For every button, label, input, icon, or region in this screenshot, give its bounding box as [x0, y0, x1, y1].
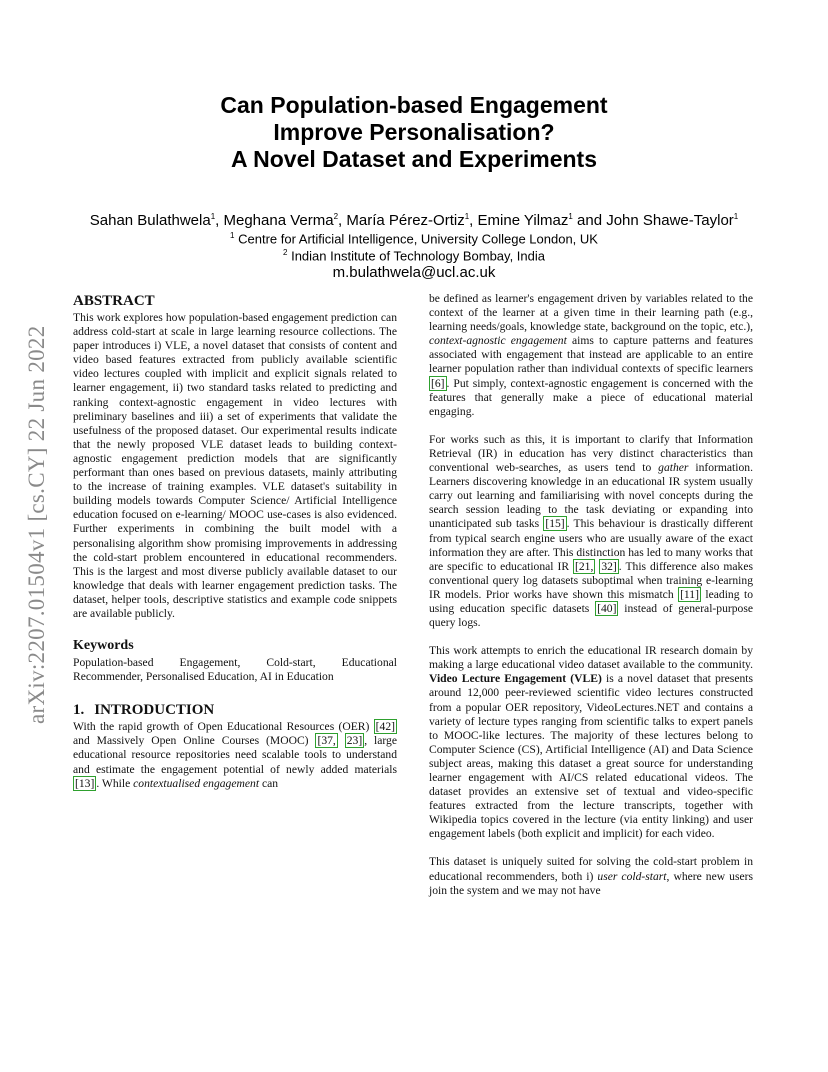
- emphasis-text: gather: [658, 461, 689, 475]
- body-paragraph: [429, 855, 753, 897]
- citation-link[interactable]: [6]: [431, 376, 445, 390]
- section-number: 1.: [73, 702, 85, 719]
- text-run: This work attempts to enrich the educational IR research domain by making a large educational video dataset available to the community.: [429, 644, 753, 672]
- text-run: With the rapid growth of Open Educational Resources (OER): [73, 720, 374, 734]
- author-name: Sahan Bulathwela: [89, 212, 211, 229]
- author-name: Emine Yilmaz: [477, 212, 569, 229]
- text-run: be defined as learner's engagement driven by variables related to the context of the learner at a given time in their learning path (e.g., learning needs/goals, knowledge state, background on the topic, etc.),: [429, 292, 753, 334]
- introduction-heading: [73, 701, 397, 719]
- introduction-paragraph: [73, 720, 397, 790]
- citation-link[interactable]: [40]: [597, 601, 617, 615]
- affiliation-mark: 1: [568, 212, 573, 221]
- affiliation-mark: 1: [230, 231, 235, 240]
- arxiv-identifier: arXiv:2207.01504v1 [cs.CY] 22 Jun 2022: [24, 325, 49, 725]
- citation-link[interactable]: 23]: [346, 734, 363, 748]
- text-run: aims to capture patterns and features associated with engagement that instead are applicable to an entire learner population rather than individual contexts of specific learners: [429, 334, 753, 376]
- text-run: . Put simply, context-agnostic engagement is concerned with the features that generally make a piece of educational material engaging.: [429, 376, 753, 418]
- contact-email: m.bulathwela@ucl.ac.uk: [332, 263, 496, 281]
- text-run: and Massively Open Online Courses (MOOC): [73, 734, 316, 748]
- text-run: leading to using education specific datasets: [429, 587, 753, 615]
- citation-link[interactable]: [11]: [680, 587, 699, 601]
- text-run: is a novel dataset that presents around 12,000 peer-reviewed scientific video lectures constructed from a popular OER repository, VideoLectures.NET and contains a variety of lecture types ranging from scientific talks to expert panels to MOOC-like lectures. The majority of these lectures belong to Computer Science (CS), Artificial Intelligence (AI) and Data Science subject areas, making this dataset a great source for understanding learner engagement with AI/CS related educational videos. The dataset provides an extensive set of textual and video-specific features extracted from the lecture transcripts, together with Wikipedia topics covered in the lecture (via entity linking) and user engagement labels (both explicit and implicit) for each video.: [429, 672, 753, 841]
- affiliation-2: [0, 246, 828, 263]
- author-separator: ,: [469, 212, 478, 229]
- citation-link[interactable]: [37,: [317, 734, 336, 748]
- abstract-text: This work explores how population-based engagement prediction can address cold-start at scale in large learning resource collections. The paper introduces i) VLE, a novel dataset that consists of content and video based features extracted from publicly available scientific video lectures coupled with implicit and explicit signals related to learner engagement, ii) two standard tasks related to predicting and ranking context-agnostic engagement in video lectures with preliminary baselines and iii) a set of experiments that validate the usefulness of the proposed dataset. Our experimental results indicate that the newly proposed VLE dataset leads to building context-agnostic engagement prediction models that are significantly performant than ones based on previous datasets, mainly attributing to the increase of training examples. VLE dataset's suitability in building models towards Computer Science/ Artificial Intelligence education focused on e-learning/ MOOC use-cases is also evidenced. Further experiments in combining the built model with a personalising algorithm show promising improvements in addressing the cold-start problem encountered in educational recommenders. This is the largest and most diverse publicly available dataset to our knowledge that deals with learner engagement prediction tasks. The dataset, helper tools, descriptive statistics and example code snippets are available publicly.: [73, 311, 397, 620]
- keywords-heading: Keywords: [73, 638, 134, 654]
- affiliation-text: Centre for Artificial Intelligence, University College London, UK: [238, 231, 598, 247]
- citation-link[interactable]: [13]: [75, 776, 95, 790]
- text-run: information. Learners discovering knowledge in an educational IR system usually carry out learning and familiarising with novel concepts during the search session leading to the task deviating or expanding into unanticipated sub tasks: [429, 461, 753, 531]
- section-title: INTRODUCTION: [94, 702, 215, 719]
- left-column: [73, 292, 397, 791]
- keywords-text: Population-based Engagement, Cold-start, Educational Recommender, Personalised Education, AI in Education: [73, 656, 397, 684]
- bold-text: Video Lecture Engagement (VLE): [429, 672, 602, 686]
- title-line-1: Can Population-based Engagement: [220, 92, 608, 118]
- body-paragraph: [429, 292, 753, 419]
- text-run: , where new users join the system and we may not have: [429, 869, 753, 897]
- text-run: . This behaviour is drastically different from typical search engine users who are usually aware of the exact information they are after. This distinction has led to many works that are specific to educational IR: [429, 517, 753, 573]
- affiliation-mark: 1: [210, 212, 216, 221]
- affiliation-1: [0, 229, 828, 246]
- affiliation-mark: 1: [733, 212, 739, 221]
- body-paragraph: [429, 433, 753, 630]
- body-paragraph: [429, 644, 753, 841]
- author-name: John Shawe-Taylor: [606, 212, 734, 229]
- text-run: , large educational resource repositories need scalable tools to understand and estimate the engagement potential of newly added materials: [73, 734, 397, 776]
- affiliation-text: Indian Institute of Technology Bombay, India: [291, 248, 545, 264]
- text-run: For works such as this, it is important to clarify that Information Retrieval (IR) in education has very distinct characteristics than conventional web-searches, as users tend to: [429, 432, 753, 475]
- author-name: María Pérez-Ortiz: [346, 212, 465, 229]
- author-separator: ,: [215, 212, 224, 229]
- citation-link[interactable]: [15]: [545, 517, 565, 531]
- abstract-heading: ABSTRACT: [73, 293, 155, 309]
- author-name: Meghana Verma: [223, 212, 334, 229]
- text-run: can: [259, 776, 279, 790]
- affiliation-mark: 2: [283, 248, 288, 258]
- author-separator: and: [572, 212, 607, 229]
- title-line-3: A Novel Dataset and Experiments: [231, 146, 597, 172]
- emphasis-text: user cold-start: [597, 869, 667, 883]
- text-run: This dataset is uniquely suited for solving the cold-start problem in educational recommenders, both i): [429, 855, 753, 883]
- affiliation-mark: 2: [333, 212, 339, 221]
- right-column: [429, 292, 753, 898]
- author-separator: ,: [338, 212, 347, 229]
- emphasis-text: context-agnostic engagement: [429, 334, 567, 348]
- title-line-2: Improve Personalisation?: [273, 119, 555, 145]
- emphasis-text: contextualised engagement: [133, 776, 260, 790]
- citation-link[interactable]: 32]: [601, 559, 617, 573]
- paper-title: [0, 92, 828, 173]
- author-list: [0, 208, 828, 229]
- text-run: instead of general-purpose query logs.: [429, 601, 753, 630]
- text-run: . While: [96, 776, 134, 790]
- citation-link[interactable]: [42]: [375, 720, 395, 734]
- affiliation-mark: 1: [464, 212, 470, 221]
- author-block: [0, 208, 828, 282]
- citation-link[interactable]: [21,: [575, 559, 594, 573]
- text-run: . This difference also makes conventional query log datasets suboptimal when training e-learning IR models. Prior works have shown this mismatch: [429, 559, 753, 601]
